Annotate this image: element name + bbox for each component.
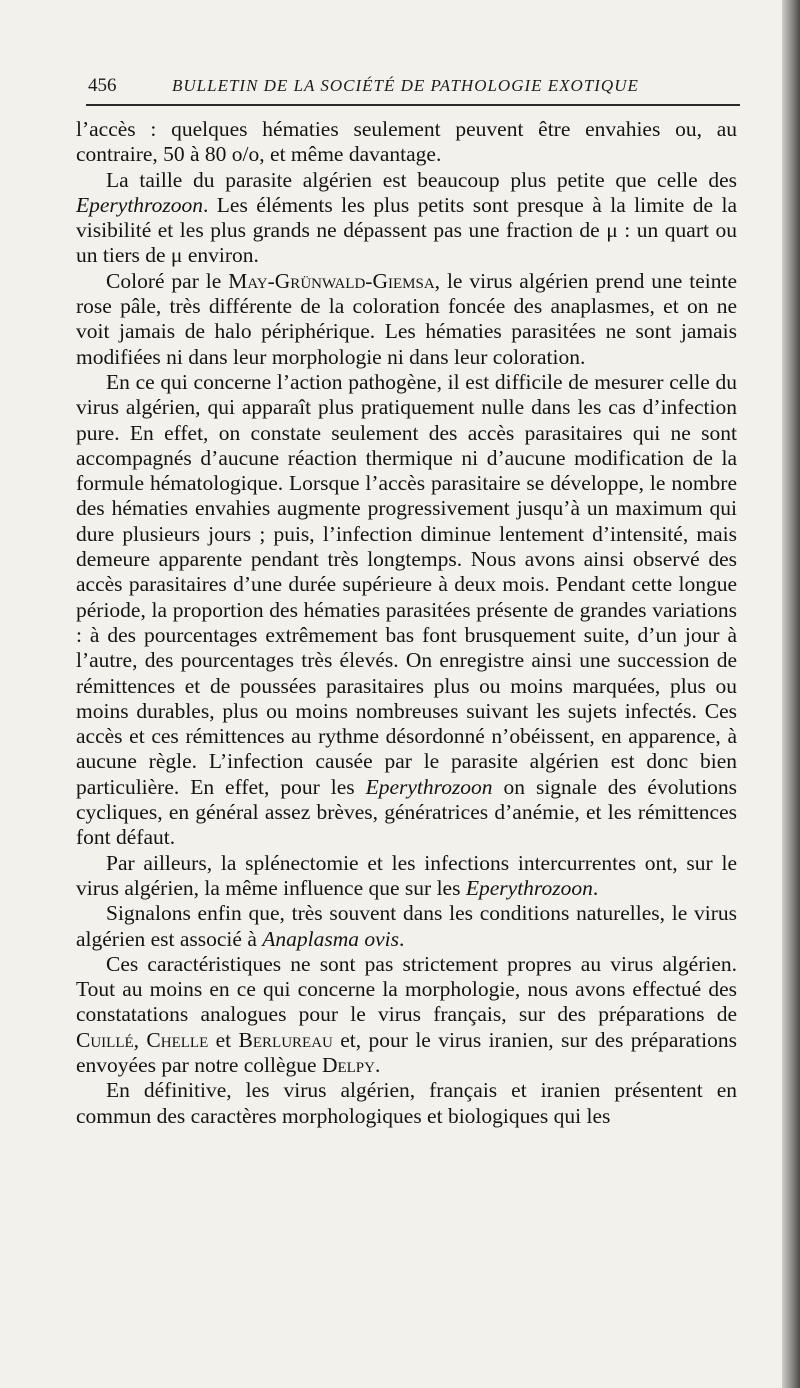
paragraph <box>76 117 737 168</box>
text-run: . Les éléments les plus petits sont presque à la limite de la visibilité et les plus grands ne dépassent pas une fraction de μ : un quart ou un tiers de μ environ. <box>76 192 737 268</box>
italic-text: Anaplasma ovis <box>262 926 400 951</box>
text-run: , le virus algérien prend une teinte rose pâle, très différente de la coloration foncée des anaplasmes, et on ne voit jamais de halo périphérique. Les hématies parasitées ne sont jamais modifiées ni dans leur morphologie ni dans leur coloration. <box>76 268 737 369</box>
paragraph <box>76 901 737 952</box>
italic-text: Eperythrozoon <box>465 875 593 900</box>
italic-text: Eperythrozoon <box>365 774 493 799</box>
italic-text: Eperythrozoon <box>76 192 203 217</box>
text-run: on signale des évolutions cycliques, en général assez brèves, génératrices d’anémie, et les rémittences font défaut. <box>76 774 737 850</box>
running-head <box>88 75 728 99</box>
text-run: . <box>374 1052 381 1077</box>
text-run: Coloré par le <box>106 268 229 293</box>
paragraph <box>76 168 737 269</box>
small-caps-name: Berlureau <box>238 1027 333 1052</box>
small-caps-name: Chelle <box>146 1027 209 1052</box>
paragraph <box>76 952 737 1078</box>
text-run: . <box>592 875 599 900</box>
header-rule <box>86 104 740 106</box>
paragraph <box>76 1078 737 1129</box>
text-run: Signalons enfin que, très souvent dans les conditions naturelles, le virus algérien est associé à <box>76 901 737 951</box>
text-run: En définitive, les virus algérien, français et iranien présentent en commun des caractères morphologiques et biologiques qui les <box>76 1078 737 1128</box>
small-caps-name: Cuillé <box>76 1027 134 1052</box>
text-run: Par ailleurs, la splénectomie et les infections intercurrentes ont, sur le virus algérien, la même influence que sur les <box>76 850 737 900</box>
small-caps-name: Delpy <box>321 1052 375 1077</box>
paragraph <box>76 269 737 370</box>
text-run: et, pour le virus iranien, sur des préparations envoyées par notre collègue <box>76 1027 737 1077</box>
text-run: , <box>133 1027 147 1052</box>
text-run: l’accès : quelques hématies seulement peuvent être envahies ou, au contraire, 50 à 80 o/o, et même davantage. <box>76 117 737 167</box>
text-run: La taille du parasite algérien est beaucoup plus petite que celle des <box>106 167 737 192</box>
body-text <box>76 117 737 1129</box>
book-gutter-shadow <box>782 0 800 1388</box>
text-run: Ces caractéristiques ne sont pas strictement propres au virus algérien. Tout au moins en ce qui concerne la morphologie, nous avons effectué des constatations analogues pour le virus français, sur des préparations de <box>76 951 737 1027</box>
paragraph <box>76 851 737 902</box>
text-run: . <box>399 926 405 951</box>
text-run: En ce qui concerne l’action pathogène, il est difficile de mesurer celle du virus algérien, qui apparaît plus pratiquement nulle dans les cas d’infection pure. En effet, on constate seulement des accès parasitaires qui ne sont accompagnés d’aucune réaction thermique ni d’aucune modification de la formule hématologique. Lorsque l’accès parasitaire se développe, le nombre des hématies envahies augmente progressivement jusqu’à un maximum qui dure plusieurs jours ; puis, l’infection diminue lentement d’intensité, mais demeure apparente pendant très longtemps. Nous avons ainsi observé des accès parasitaires d’une durée supérieure à deux mois. Pendant cette longue période, la proportion des hématies parasitées présente de grandes variations : à des pourcentages extrêmement bas font brusquement suite, d’un jour à l’autre, des pourcentages très élevés. On enregistre ainsi une succession de rémittences et de poussées parasitaires plus ou moins marquées, plus ou moins durables, plus ou moins nombreuses suivant les sujets infectés. Ces accès et ces rémittences au rythme désordonné n’obéissent, en apparence, à aucune règle. L’infection causée par le parasite algérien est donc bien particulière. En effet, pour les <box>76 369 737 799</box>
journal-title: BULLETIN DE LA SOCIÉTÉ DE PATHOLOGIE EXOTIQUE <box>172 76 639 95</box>
small-caps-name: May-Grünwald-Giemsa <box>228 268 435 293</box>
paragraph <box>76 370 737 851</box>
page-number: 456 <box>88 75 117 96</box>
text-run: et <box>208 1027 239 1052</box>
